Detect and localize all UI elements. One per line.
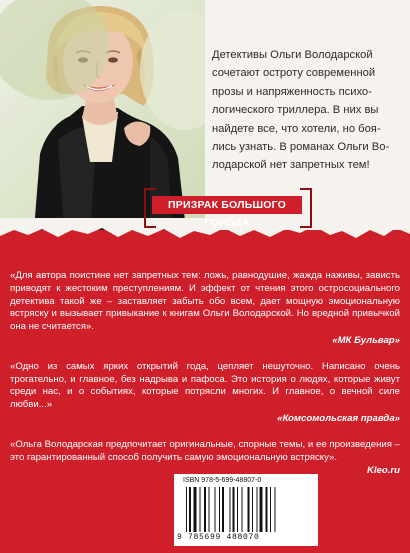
isbn-label: ISBN 978-5-699-48807-0 bbox=[183, 477, 262, 484]
review-item bbox=[10, 361, 400, 426]
review-text: «Ольга Володарская предпочитает оригинальные, спорные темы, и ее произведения – это гарантированный способ получить самую эмоциональную встряску». bbox=[10, 438, 400, 463]
isbn-barcode bbox=[174, 474, 318, 546]
barcode-bars bbox=[186, 487, 304, 532]
review-item bbox=[10, 270, 400, 348]
blurb-line: лись узнать. В романах Ольги Во- bbox=[212, 141, 390, 154]
review-item bbox=[10, 439, 400, 478]
blurb-line: логического триллера. В них вы bbox=[212, 104, 379, 117]
blurb-line: найдете все, что хотели, но боя- bbox=[212, 122, 381, 135]
series-title bbox=[144, 188, 312, 228]
review-source: «МК Бульвар» bbox=[332, 334, 400, 346]
review-text: «Одно из самых ярких открытий года, цепляет нешуточно. Написано очень трогательно, и главное, без надрыва и пафоса. Это история о людях, которые живут среди нас, и о событиях, которые потрясли многих. И главное, о вечной силе любви...» bbox=[10, 360, 400, 411]
barcode-digits: 9 785699 488070 bbox=[177, 533, 260, 542]
blurb-line: лодарской нет запретных тем! bbox=[212, 159, 370, 172]
review-source: «Комсомольская правда» bbox=[277, 412, 400, 424]
review-source: Kleo.ru bbox=[366, 465, 400, 477]
book-title: ПРИЗРАК БОЛЬШОГО ГОРОДА bbox=[152, 196, 302, 214]
blurb-line: прозы и напряженность психо- bbox=[212, 85, 372, 98]
blurb-line: Детективы Ольги Володарской bbox=[212, 49, 373, 61]
review-text: «Для автора поистине нет запретных тем: ложь, равнодушие, жажда наживы, зависть приводят к жестоким преступлениям. И эффект от чтения этого остросоциального детектива такой же – заставляет забыть обо всем, дает мощную эмоциональную встряску и вызывает привыкание к книгам Ольги Володарской. Но вредной привычкой она не считается». bbox=[10, 270, 400, 333]
author-blurb bbox=[212, 46, 404, 175]
reviews-section bbox=[10, 270, 400, 491]
blurb-line: сочетают остроту современной bbox=[212, 67, 376, 80]
